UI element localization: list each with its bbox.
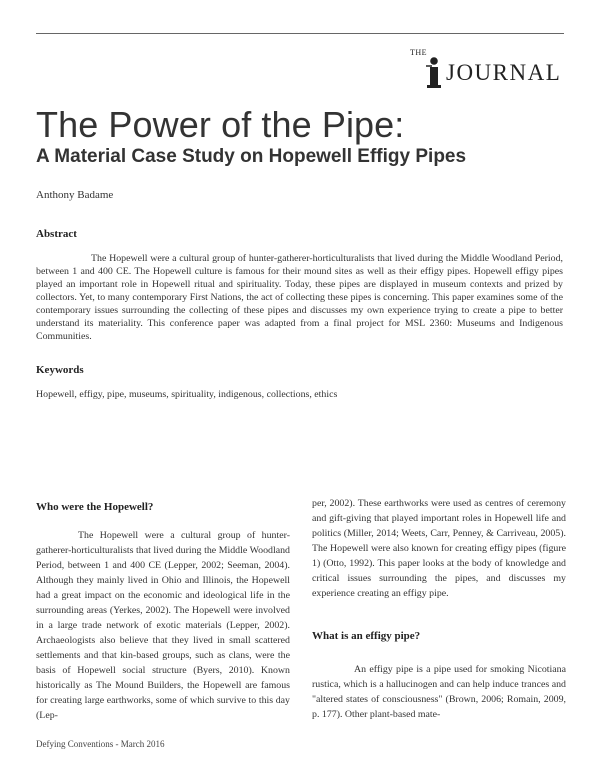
paper-title: The Power of the Pipe:: [36, 104, 405, 145]
header-rule: [36, 33, 564, 34]
right-paragraph-2: An effigy pipe is a pipe used for smoking Nicotiana rustica, which is a hallucinogen and can help induce trances and "altered states of consciousness" (Brown, 2006; Romain, 2009, p. 177). Other plant-based mate-: [312, 664, 566, 720]
right-column: [312, 496, 566, 722]
left-paragraph: The Hopewell were a cultural group of hunter-gatherer-horticulturalists that lived during the Middle Woodland Period, between 1 and 400 CE (Lepper, 2002; Seeman, 2004). Although they mainly lived in Ohio and Illinois, the Hopewell had a great impact on the economic and ideological life in the surrounding areas (Yerkes, 2002). The Hopewell were involved in a large trade network of exotic materials (Lepper, 2002). Archaeologists also believe that they lived in small scattered settlements and that kin-based groups, such as clans, were the basis of Hopewell social structure (Byers, 2010). Known historically as The Mound Builders, the Hopewell are famous for creating large earthworks, some of which survive to this day (Lep-: [36, 530, 290, 721]
keywords-text: Hopewell, effigy, pipe, museums, spirituality, indigenous, collections, ethics: [36, 389, 338, 400]
author-name: Anthony Badame: [36, 189, 114, 201]
paper-subtitle: A Material Case Study on Hopewell Effigy Pipes: [36, 146, 467, 167]
abstract-heading: Abstract: [36, 228, 77, 240]
logo-the-text: THE: [410, 48, 428, 57]
page-footer: Defying Conventions - March 2016: [36, 739, 165, 749]
keywords-heading: Keywords: [36, 364, 84, 376]
journal-i-icon: [420, 54, 446, 90]
section-heading-hopewell: Who were the Hopewell?: [36, 501, 154, 513]
right-paragraph-1: per, 2002). These earthworks were used as centres of ceremony and gift-giving that played important roles in Hopewell life and politics (Miller, 2014; Weets, Carr, Penney, & Carriveau, 2005). The Hopewell were also known for creating effigy pipes (figure 1) (Otto, 1992). This paper looks at the body of knowledge and critical issues surrounding the pipes, and discusses my experience creating an effigy pipe.: [312, 498, 566, 599]
section-heading-effigy-pipe: What is an effigy pipe?: [312, 630, 421, 642]
abstract-text: The Hopewell were a cultural group of hunter-gatherer-horticulturalists that lived during the Middle Woodland Period, between 1 and 400 CE. The Hopewell culture is famous for their mound sites as well as their effigy pipes. Hopewell effigy pipes played an important role in Hopewell ritual and spirituality. Today, these pipes are displayed in museum contexts and prized by collectors. Yet, to many contemporary First Nations, the act of collecting these pipes is concerning. This paper examines some of the contemporary issues surrounding the collecting of these pipes and discusses my own experience trying to create a pipe to better understand its materiality. This conference paper was adapted from a final project for MSL 2360: Museums and Indigenous Communities.: [36, 253, 563, 342]
left-column: [36, 500, 290, 723]
logo-journal-text: JOURNAL: [446, 60, 562, 85]
journal-logo: [406, 48, 562, 90]
